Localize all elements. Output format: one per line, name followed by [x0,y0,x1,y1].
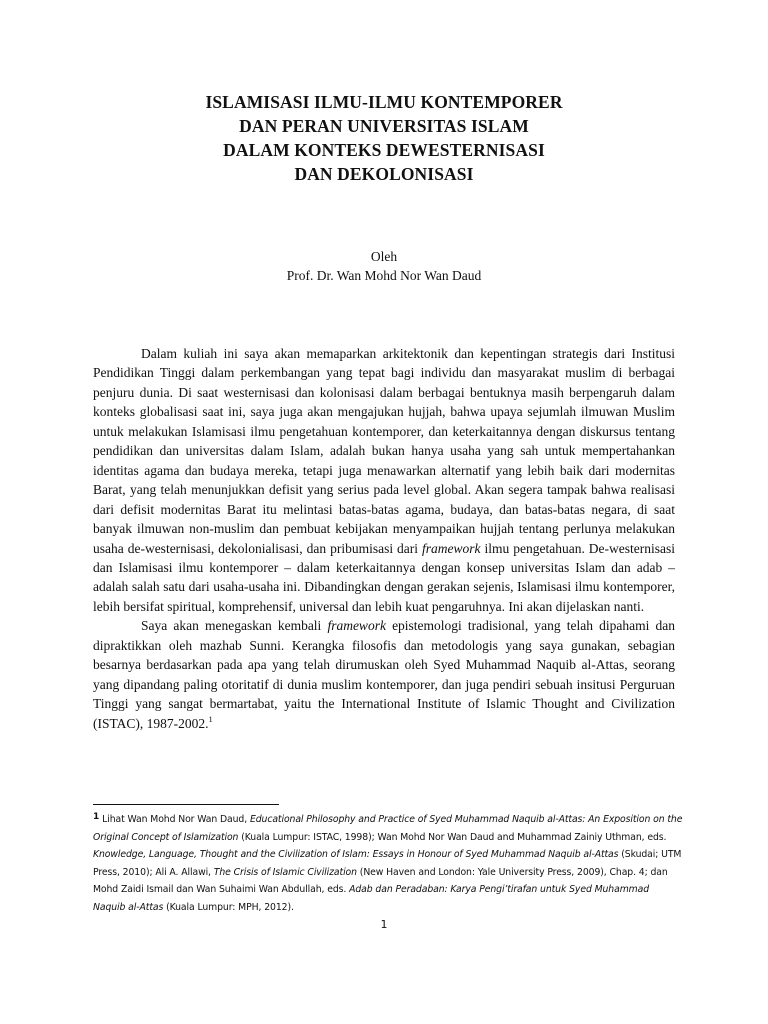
paragraph-1 [93,344,675,616]
paragraph-1-text-b: ilmu pengetahuan. De-westernisasi dan Islamisasi ilmu kontemporer – dalam keterkaitannya dengan konsep universitas Islam dan adab – adalah salah satu dari usaha-usaha ini. Dibandingkan dengan gerakan sejenis, Islamisasi ilmu kontemporer, lebih bersifat spiritual, komprehensif, universal dan lebih kuat pengaruhnya. Ini akan dijelaskan nanti. [93,540,676,614]
footnote-italic-4: Adab dan Peradaban: Karya Pengi’tirafan untuk Syed Muhammad Naquib al-Attas [93,884,650,913]
title-line-1: ISLAMISASI ILMU-ILMU KONTEMPORER [205,92,563,112]
footnote-text-2: (Kuala Lumpur: ISTAC, 1998); Wan Mohd Nor Wan Daud and Muhammad Zainiy Uthman, eds. [241,831,667,843]
footnote-italic-2: Knowledge, Language, Thought and the Civilization of Islam: Essays in Honour of Syed Muhammad Naquib al-Attas [93,849,619,860]
title-line-3: DALAM KONTEKS DEWESTERNISASI [223,140,545,160]
footnote-text-5: (Kuala Lumpur: MPH, 2012). [166,901,294,913]
author-block [93,247,675,285]
paragraph-2 [93,616,675,733]
footnote-separator [93,804,279,805]
footnote-1 [93,809,683,916]
title-line-2: DAN PERAN UNIVERSITAS ISLAM [239,116,529,136]
paragraph-2-text-a: Saya akan menegaskan kembali [141,618,322,634]
footnote-italic-3: The Crisis of Islamic Civilization [213,866,357,878]
footnote-italic-1: Educational Philosophy and Practice of Syed Muhammad Naquib al-Attas: An Exposition on the Original Concept of Islamization [93,814,683,843]
footnote-reference[interactable]: 1 [208,713,213,724]
document-title [93,90,675,186]
paragraph-2-italic-term: framework [327,618,386,634]
author-name: Prof. Dr. Wan Mohd Nor Wan Daud [286,268,482,283]
paragraph-1-italic-term: framework [422,540,481,556]
page-number: 1 [380,918,388,931]
footnote-text-1: Lihat Wan Mohd Nor Wan Daud, [102,814,248,825]
title-line-4: DAN DEKOLONISASI [294,164,474,184]
footnote-text-4: (New Haven and London: Yale University Press, 2009), Chap. 4; dan Mohd Zaidi Ismail dan Wan Suhaimi Wan Abdullah, eds. [93,866,668,895]
paragraph-2-text-b: epistemologi tradisional, yang telah dipahami dan dipraktikkan oleh mazhab Sunni. Kerangka filosofis dan metodologis yang saya gunakan, sebagian besarnya berdasarkan pada apa yang telah dirumuskan oleh Syed Muhammad Naquib al-Attas, seorang yang dipandang paling otoritatif di dunia muslim kontemporer, dan juga pendiri sebuah insitusi Perguruan Tinggi yang sangat bermartabat, yaitu the International Institute of Islamic Thought and Civilization (ISTAC), 1987-2002. [93,618,675,731]
body-text [93,344,675,733]
footnote-marker: 1 [93,812,100,822]
author-by-label: Oleh [370,249,398,264]
paragraph-1-text-a: Dalam kuliah ini saya akan memaparkan arkitektonik dan kepentingan strategis dari Institusi Pendidikan Tinggi dalam perkembangan yang tepat bagi individu dan masyarakat muslim di berbagai penjuru dunia. Di saat westernisasi dan kolonisasi dalam berbagai bentuknya masih berpengaruh dalam konteks globalisasi saat ini, saya juga akan mengajukan hujjah, bahwa upaya sejumlah ilmuwan Muslim untuk melakukan Islamisasi ilmu pengetahuan kontemporer, dan keterkaitannya dengan diskursus tentang pendidikan dan universitas dalam Islam, adalah bukan hanya usaha yang sah untuk mempertahankan identitas agama dan budaya mereka, tetapi juga menawarkan alternatif yang lebih baik dari modernitas Barat, yang telah menunjukkan defisit yang serius pada level global. Akan segera tampak bahwa realisasi dari defisit modernitas Barat itu melintasi batas-batas agama, budaya, dan batas-batas negara, di saat banyak ilmuwan non-muslim dan pembuat kebijakan menyampaikan hujjah tentang perlunya melakukan usaha de-westernisasi, dekolonialisasi, dan pribumisasi dari [93,346,675,556]
footnote-text-3: (Skudai; UTM Press, 2010); Ali A. Allawi, [93,849,682,878]
